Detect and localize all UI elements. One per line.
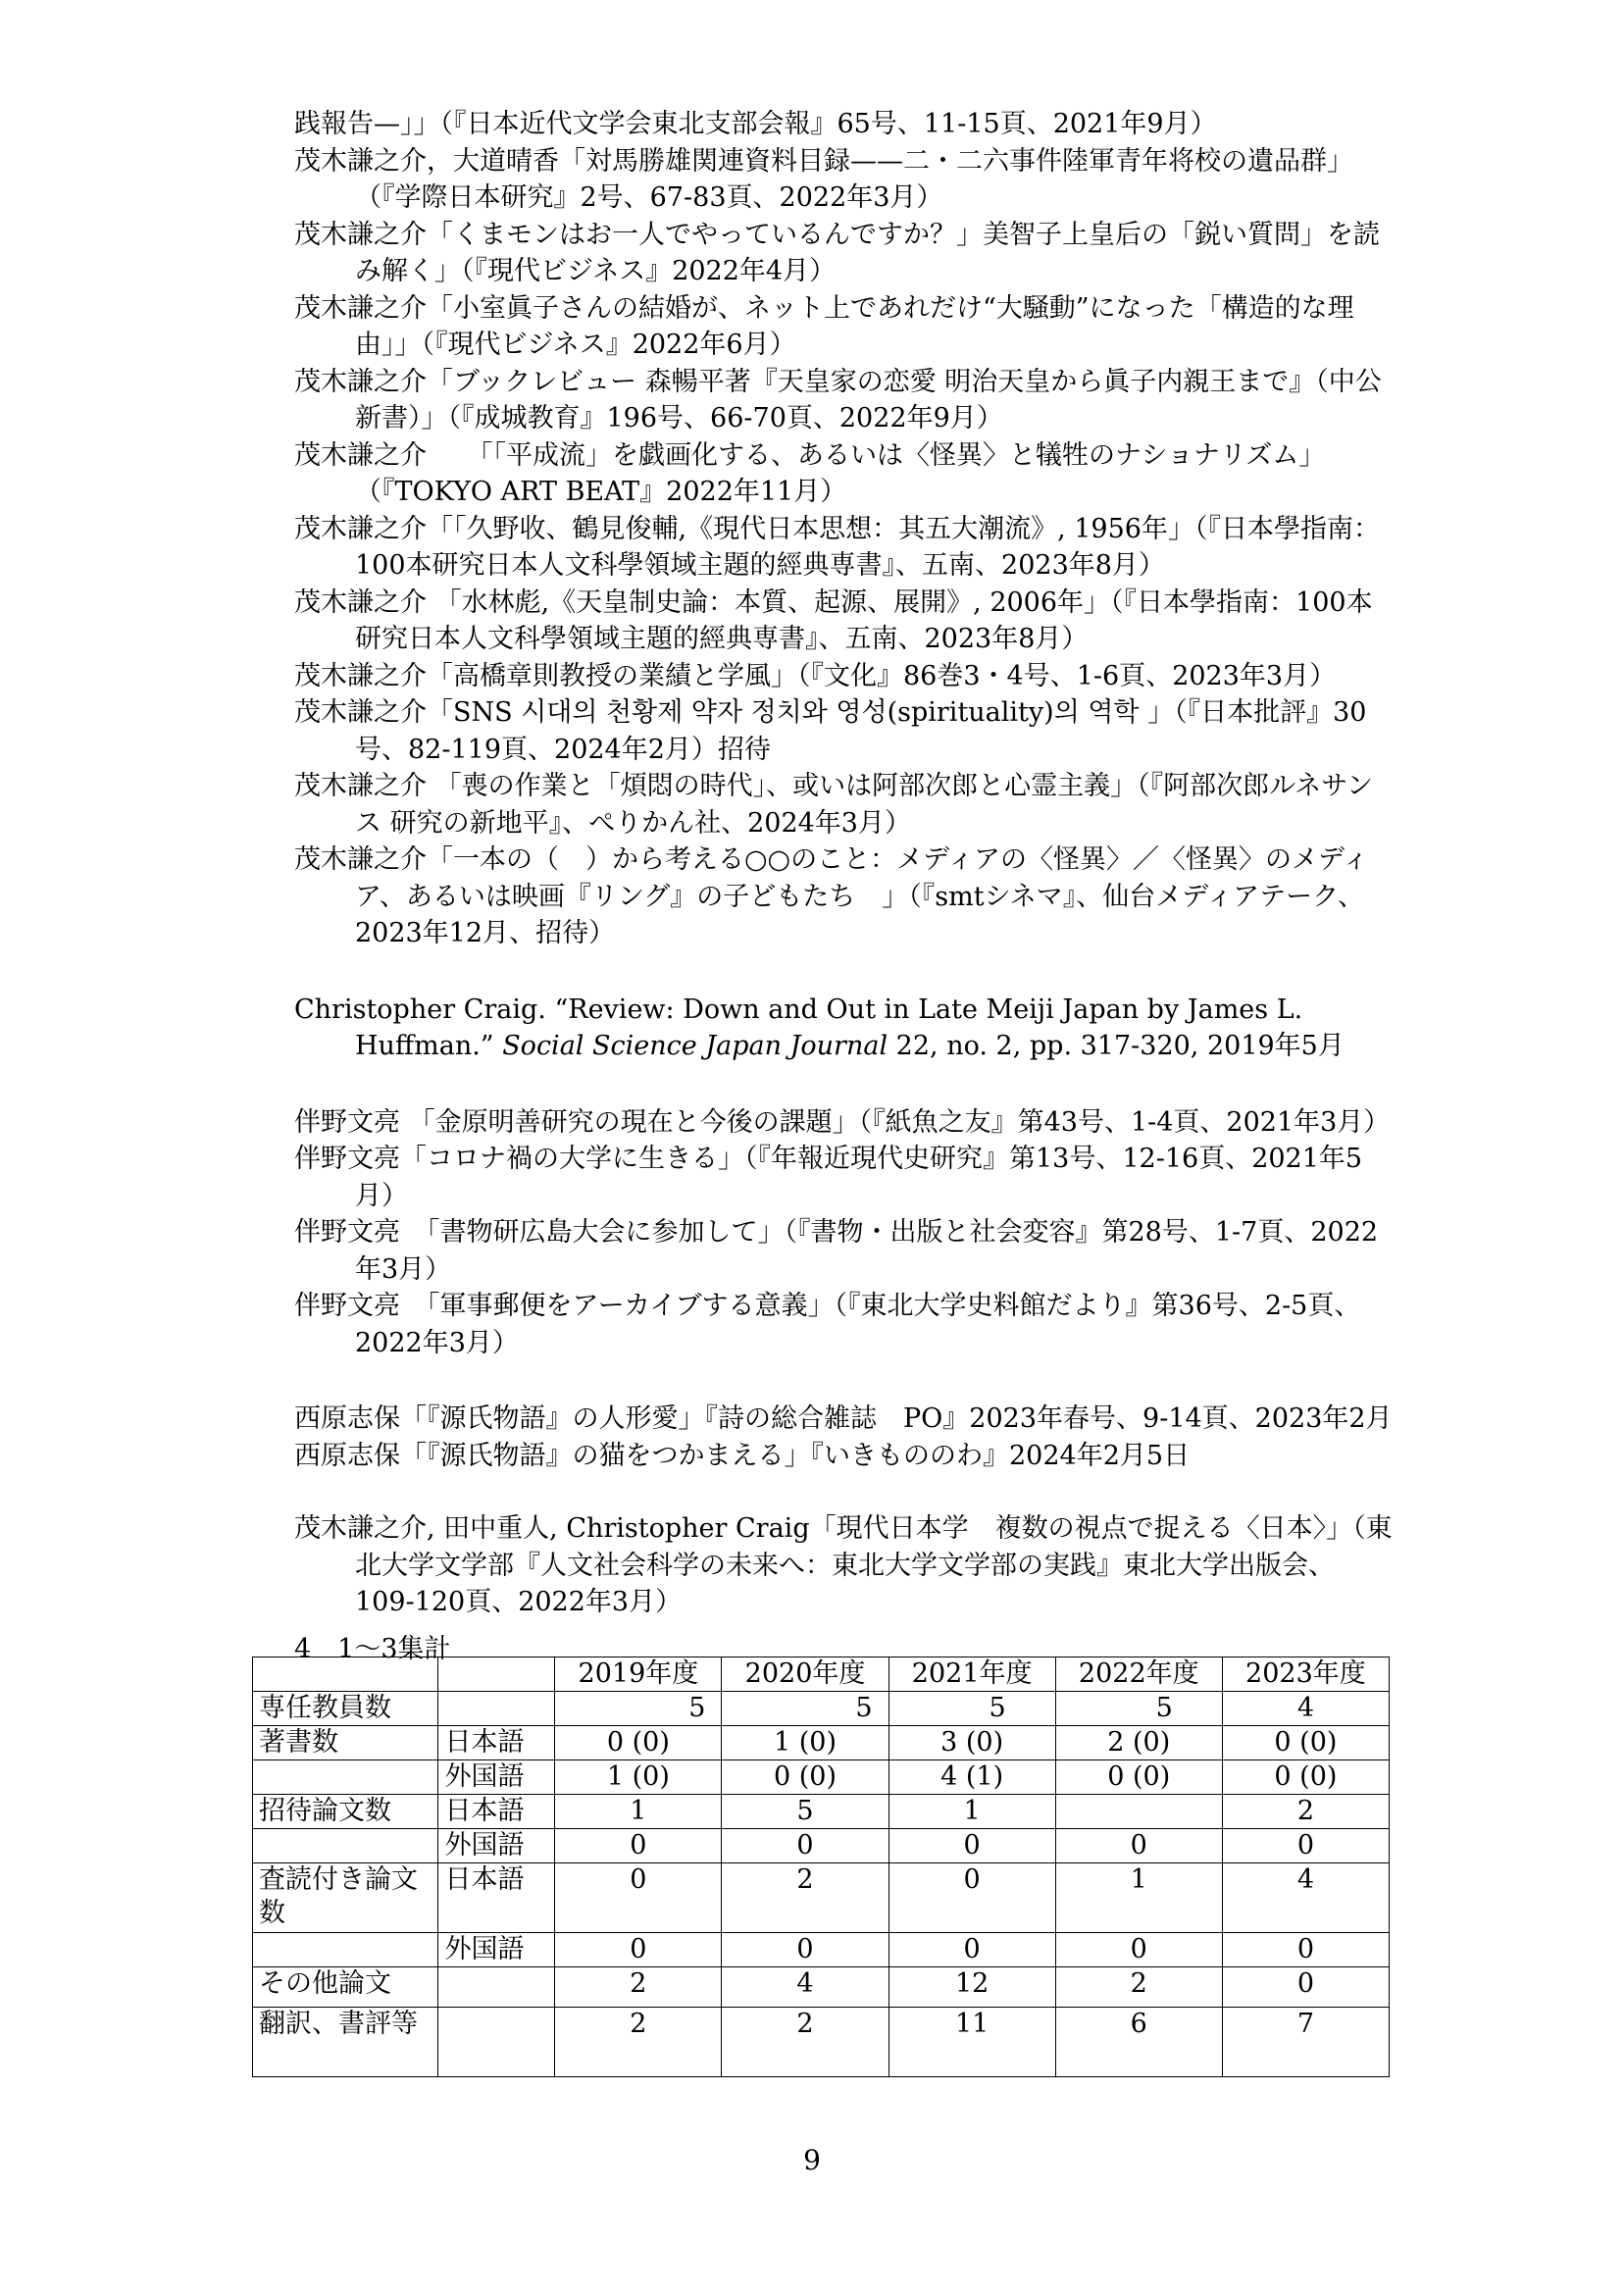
table-cell: 6 <box>1055 2008 1222 2077</box>
row-label: 専任教員数 <box>253 1692 438 1726</box>
table-row <box>253 1726 1390 1760</box>
row-lang: 外国語 <box>438 1829 555 1863</box>
banno-entry-1: 伴野文亮 「金原明善研究の現在と今後の課題」（『紙魚之友』第43号、1-4頁、2021年3月） <box>294 1106 1391 1138</box>
summary-title: 4 1～3集計 <box>294 1634 451 1664</box>
table-cell: 2 <box>1222 1795 1389 1829</box>
table-cell: 0 <box>722 1829 888 1863</box>
entry-3: 茂木謙之介「くまモンはお一人でやっているんですか？」美智子上皇后の「鋭い質問」を読み解く」（『現代ビジネス』2022年4月） <box>294 219 1380 286</box>
table-row <box>253 1760 1390 1795</box>
table-row <box>253 1933 1390 1967</box>
entry-6: 茂木謙之介 「「平成流」を戯画化する、あるいは〈怪異〉と犠牲のナショナリズム」（『TOKYO ART BEAT』2022年11月） <box>294 439 1326 507</box>
table-cell: 2 <box>722 2008 888 2077</box>
table-cell: 0 (0) <box>722 1760 888 1795</box>
row-label: 翻訳、書評等 <box>253 2008 438 2077</box>
entry-10: 茂木謙之介「SNS 시대의 천황제 약자 정치와 영성(spirituality)의 역학 」（『日本批評』30号、82-119頁、2024年2月）招待 <box>294 697 1367 765</box>
table-cell: 4 <box>1222 1692 1389 1726</box>
table-cell: 0 (0) <box>1055 1760 1222 1795</box>
banno-entry-4: 伴野文亮 「軍事郵便をアーカイブする意義」（『東北大学史料館だより』第36号、2-5頁、2022年3月） <box>294 1291 1361 1358</box>
joint-entry: 茂木謙之介, 田中重人, Christopher Craig「現代日本学 複数の視点で捉える〈日本〉」（東北大学文学部『人文社会科学の未来へ：東北大学文学部の実践』東北大学出版会、109-120頁、2022年3月） <box>294 1513 1393 1617</box>
year-header: 2020年度 <box>722 1657 888 1692</box>
table-header-row <box>253 1657 1390 1692</box>
header-blank <box>438 1657 555 1692</box>
page-number: 9 <box>803 2144 821 2176</box>
table-cell: 1 <box>555 1795 722 1829</box>
table-cell: 0 <box>1055 1829 1222 1863</box>
row-lang: 日本語 <box>438 1863 555 1933</box>
table-cell: 4 <box>722 1967 888 2008</box>
row-lang: 日本語 <box>438 1795 555 1829</box>
row-label: 査読付き論文数 <box>253 1863 438 1933</box>
table-cell: 2 (0) <box>1055 1726 1222 1760</box>
table-cell: 2 <box>555 2008 722 2077</box>
craig-entry-journal: Social Science Japan Journal <box>502 1031 888 1061</box>
table-cell: 0 <box>1222 1829 1389 1863</box>
table-cell: 5 <box>722 1795 888 1829</box>
table-cell: 0 (0) <box>1222 1726 1389 1760</box>
table-cell: 2 <box>722 1863 888 1933</box>
table-row <box>253 1795 1390 1829</box>
entry-8: 茂木謙之介 「水林彪,《天皇制史論：本質、起源、展開》, 2006年」（『日本學指南：100本研究日本人文科學領域主題的經典専書』、五南、2023年8月） <box>294 586 1373 654</box>
summary-table <box>252 1657 1390 2077</box>
entry-9: 茂木謙之介「高橋章則教授の業績と学風」（『文化』86巻3・4号、1-6頁、2023年3月） <box>294 660 1337 691</box>
entry-4: 茂木謙之介「小室眞子さんの結婚が、ネット上であれだけ“大騒動”になった「構造的な理由」」（『現代ビジネス』2022年6月） <box>294 292 1354 360</box>
bibliography-list <box>294 106 1393 1621</box>
row-lang <box>438 2008 555 2077</box>
row-lang <box>438 1967 555 2008</box>
row-label <box>253 1933 438 1967</box>
table-cell: 0 <box>555 1863 722 1933</box>
row-label <box>253 1829 438 1863</box>
entry-2: 茂木謙之介，大道晴香「対馬勝雄関連資料目録——二・二六事件陸軍青年将校の遺品群」（『学際日本研究』2号、67-83頁、2022年3月） <box>294 145 1353 213</box>
table-cell: 5 <box>555 1692 722 1726</box>
table-row <box>253 1692 1390 1726</box>
table-row <box>253 2008 1390 2077</box>
entry-1: 践報告—」」（『日本近代文学会東北支部会報』65号、11-15頁、2021年9月） <box>294 109 1217 139</box>
table-cell: 4 (1) <box>888 1760 1055 1795</box>
year-header: 2021年度 <box>888 1657 1055 1692</box>
table-cell: 0 <box>1055 1933 1222 1967</box>
table-cell: 7 <box>1222 2008 1389 2077</box>
year-header: 2019年度 <box>555 1657 722 1692</box>
table-cell: 1 <box>888 1795 1055 1829</box>
banno-entry-3: 伴野文亮 「書物研広島大会に参加して」（『書物・出版と社会変容』第28号、1-7頁、2022年3月） <box>294 1217 1379 1285</box>
entry-11: 茂木謙之介 「喪の作業と「煩悶の時代」、或いは阿部次郎と心霊主義」（『阿部次郎ルネサンス 研究の新地平』、ぺりかん社、2024年3月） <box>294 771 1373 839</box>
row-lang: 外国語 <box>438 1933 555 1967</box>
table-cell: 0 <box>722 1933 888 1967</box>
table-cell: 2 <box>1055 1967 1222 2008</box>
table-row <box>253 1829 1390 1863</box>
table-cell: 3 (0) <box>888 1726 1055 1760</box>
table-cell: 0 (0) <box>555 1726 722 1760</box>
table-cell: 2 <box>555 1967 722 2008</box>
table-cell: 5 <box>888 1692 1055 1726</box>
table-cell: 11 <box>888 2008 1055 2077</box>
row-lang: 外国語 <box>438 1760 555 1795</box>
table-cell: 1 (0) <box>722 1726 888 1760</box>
table-cell: 1 (0) <box>555 1760 722 1795</box>
row-lang: 日本語 <box>438 1726 555 1760</box>
table-cell: 0 <box>1222 1967 1389 2008</box>
table-row <box>253 1967 1390 2008</box>
table-cell: 0 <box>1222 1933 1389 1967</box>
entry-12: 茂木謙之介「一本の（ ）から考える○○のこと：メディアの〈怪異〉／〈怪異〉のメディア、あるいは映画『リング』の子どもたち 」（『smtシネマ』、仙台メディアテーク、2023年12月、招待） <box>294 844 1369 948</box>
table-cell: 0 (0) <box>1222 1760 1389 1795</box>
table-cell: 5 <box>1055 1692 1222 1726</box>
row-label: 招待論文数 <box>253 1795 438 1829</box>
table-cell: 0 <box>555 1933 722 1967</box>
table-cell: 0 <box>888 1829 1055 1863</box>
craig-entry-rest: 22, no. 2, pp. 317-320, 2019年5月 <box>888 1031 1345 1061</box>
table-cell: 1 <box>1055 1863 1222 1933</box>
row-label: 著書数 <box>253 1726 438 1760</box>
table-cell: 5 <box>722 1692 888 1726</box>
nishihara-entry-2: 西原志保「『源氏物語』の猫をつかまえる」『いきもののわ』2024年2月5日 <box>294 1440 1191 1471</box>
table-cell <box>1055 1795 1222 1829</box>
table-cell: 0 <box>888 1933 1055 1967</box>
nishihara-entry-1: 西原志保「『源氏物語』の人形愛」『詩の総合雑誌 PO』2023年春号、9-14頁、2023年2月 <box>294 1403 1393 1434</box>
year-header: 2023年度 <box>1222 1657 1389 1692</box>
year-header: 2022年度 <box>1055 1657 1222 1692</box>
header-blank <box>253 1657 438 1692</box>
craig-entry <box>294 992 1393 1065</box>
table-cell: 0 <box>888 1863 1055 1933</box>
entry-7: 茂木謙之介「「久野收、鶴見俊輔,《現代日本思想：其五大潮流》, 1956年」（『日本學指南：100本研究日本人文科學領域主題的經典専書』、五南、2023年8月） <box>294 513 1380 581</box>
table-row <box>253 1863 1390 1933</box>
row-label: その他論文 <box>253 1967 438 2008</box>
banno-entry-2: 伴野文亮「コロナ禍の大学に生きる」（『年報近現代史研究』第13号、12-16頁、2021年5月） <box>294 1144 1363 1211</box>
table-cell: 12 <box>888 1967 1055 2008</box>
entry-5: 茂木謙之介「ブックレビュー 森暢平著『天皇家の恋愛 明治天皇から眞子内親王まで』（中公新書）」（『成城教育』196号、66-70頁、2022年9月） <box>294 366 1382 433</box>
table-cell: 0 <box>555 1829 722 1863</box>
craig-entry-main: Christopher Craig. “Review: Down and Out in Late Meiji Japan by James L. Huffman.” <box>294 994 1303 1061</box>
row-lang <box>438 1692 555 1726</box>
row-label <box>253 1760 438 1795</box>
table-cell: 4 <box>1222 1863 1389 1933</box>
